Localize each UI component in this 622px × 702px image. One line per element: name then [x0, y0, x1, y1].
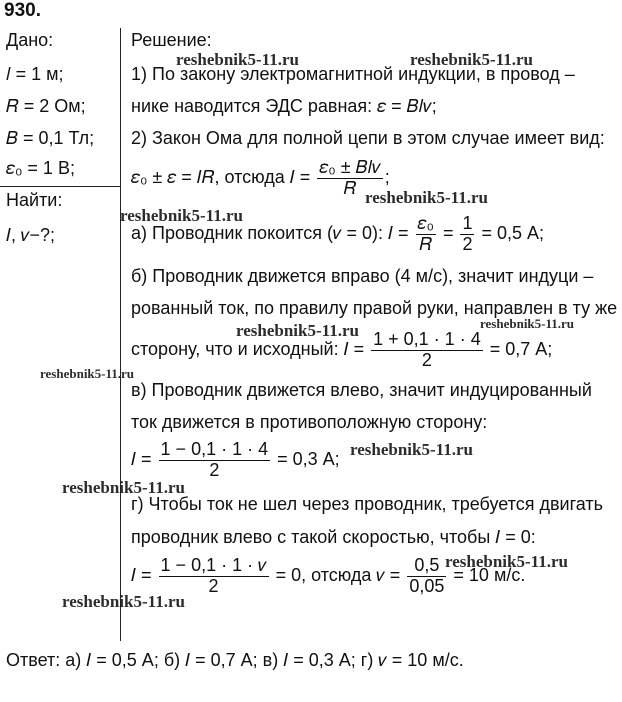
case-a-formula: а) Проводник покоится (𝑣 = 0): 𝐼 = $\frac{\text{𝜀₀}}{\text{𝑅}}$ = $\frac{1}{2}$ = 0,5 А;: [131, 213, 545, 254]
watermark: reshebnik5-11.ru: [350, 440, 473, 459]
given-item: 𝑅 = 2 Ом;: [6, 96, 86, 116]
watermark: reshebnik5-11.ru: [40, 366, 135, 381]
solution-line: 1) По закону электромагнитной индукции, в провод –: [131, 64, 575, 84]
answer-line: Ответ: а) 𝐼 = 0,5 А; б) 𝐼 = 0,7 А; в) 𝐼 = 0,3 А; г) 𝑣 = 10 м/с.: [6, 650, 464, 670]
find-header: Найти:: [6, 190, 63, 210]
case-c-formula: 𝐼 = $\frac{1 - 0,1 \cdot 1 \cdot 4}{2}$ = 0,3 А;: [131, 439, 340, 480]
solution-line: б) Проводник движется вправо (4 м/с), значит индуци –: [131, 266, 594, 286]
fraction: $\frac{\text{𝜀₀ ± 𝐵𝑙𝑣}}{\text{𝑅}}$: [319, 157, 381, 198]
solution-line: нике наводится ЭДС равная: 𝜀 = 𝐵𝑙𝑣;: [131, 96, 437, 116]
watermark: reshebnik5-11.ru: [365, 188, 488, 207]
solution-line: г) Чтобы ток не шел через проводник, требуется двигать: [131, 494, 603, 514]
solution-line: ток движется в противоположную сторону:: [131, 412, 488, 432]
watermark: reshebnik5-11.ru: [120, 206, 243, 225]
fraction: $\frac{\text{𝜀₀}}{\text{𝑅}}$: [417, 213, 434, 254]
watermark: reshebnik5-11.ru: [176, 50, 299, 69]
solution-header: Решение:: [131, 30, 212, 50]
given-item: 𝑙 = 1 м;: [6, 64, 64, 84]
watermark: reshebnik5-11.ru: [236, 321, 359, 340]
given-header: Дано:: [6, 30, 54, 50]
solution-line: 2) Закон Ома для полной цепи в этом случае имеет вид:: [131, 128, 605, 148]
case-d-formula: 𝐼 = $\frac{\text{1 − 0,1 · 1 · 𝑣}}{2}$ = 0, отсюда 𝑣 = $\frac{0,5}{0,05}$ = 10 м/с.: [131, 555, 526, 596]
given-item: 𝐵 = 0,1 Тл;: [6, 128, 95, 148]
watermark: reshebnik5-11.ru: [480, 316, 575, 331]
find-item: 𝐼, 𝑣−?;: [6, 225, 55, 245]
solution-line: проводник влево с такой скоростью, чтобы 𝐼 = 0:: [131, 527, 536, 547]
fraction: $\frac{0,5}{0,05}$: [409, 555, 445, 596]
vertical-divider: [120, 28, 121, 641]
watermark: reshebnik5-11.ru: [445, 552, 568, 571]
fraction: $\frac{\text{1 − 0,1 · 1 · 𝑣}}{2}$: [160, 555, 267, 596]
solution-line: в) Проводник движется влево, значит индуцированный: [131, 380, 592, 400]
watermark: reshebnik5-11.ru: [410, 50, 533, 69]
ohm-law-formula: 𝜀₀ ± 𝜀 = 𝐼𝑅, отсюда 𝐼 = $\frac{\text{𝜀₀ ± 𝐵𝑙𝑣}}{\text{𝑅}}$ ;: [131, 157, 390, 198]
horizontal-divider: [0, 186, 121, 187]
fraction: $\frac{1}{2}$: [462, 213, 473, 254]
case-b-formula: сторону, что и исходный: 𝐼 = $\frac{1 + 0,1 \cdot 1 \cdot 4}{2}$ = 0,7 А;: [131, 329, 553, 370]
fraction: $\frac{1 - 0,1 \cdot 1 \cdot 4}{2}$: [160, 439, 269, 480]
given-item: 𝜀₀ = 1 В;: [6, 158, 75, 178]
problem-number: 930.: [4, 0, 41, 21]
solution-line: рованный ток, по правилу правой руки, направлен в ту же: [131, 298, 618, 318]
watermark: reshebnik5-11.ru: [62, 592, 185, 611]
fraction: $\frac{1 + 0,1 \cdot 1 \cdot 4}{2}$: [373, 329, 481, 370]
watermark: reshebnik5-11.ru: [62, 478, 185, 497]
